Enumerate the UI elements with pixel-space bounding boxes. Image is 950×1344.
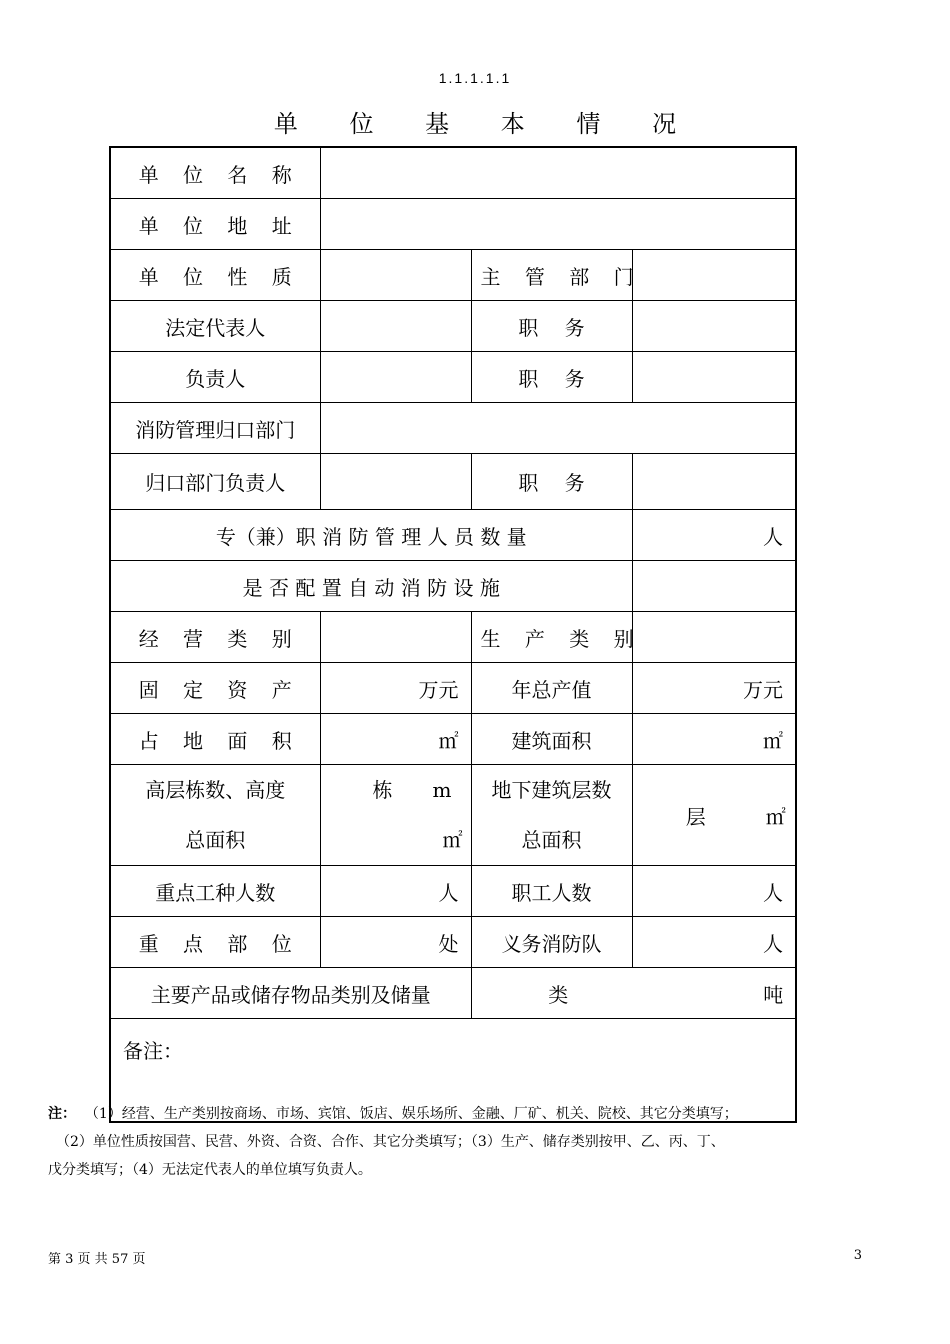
production-type-field[interactable] xyxy=(632,612,796,663)
underground-floor-unit: 层 xyxy=(685,804,706,829)
key-parts-label: 重 点 部 位 xyxy=(110,917,320,968)
page-number: 3 xyxy=(853,1248,862,1263)
key-work-staff-label: 重点工种人数 xyxy=(110,866,320,917)
key-work-staff-field[interactable]: 人 xyxy=(320,866,471,917)
supervisor-dept-label: 主 管 部 门 xyxy=(471,250,632,301)
heading-number: 1.1.1.1.1 xyxy=(438,70,512,86)
volunteer-team-field[interactable]: 人 xyxy=(632,917,796,968)
unit-nature-field[interactable] xyxy=(320,250,471,301)
unit-address-field[interactable] xyxy=(320,199,796,250)
annual-output-label: 年总产值 xyxy=(471,663,632,714)
underground-area-unit: ㎡ xyxy=(765,804,786,829)
underground-label-line2: 总面积 xyxy=(521,828,582,852)
table-row xyxy=(110,301,796,352)
notes-text-3: 戊分类填写；（4）无法定代表人的单位填写负责人。 xyxy=(48,1162,372,1178)
dept-head-position-label: 职 务 xyxy=(471,454,632,510)
fire-mgmt-dept-label: 消防管理归口部门 xyxy=(110,403,320,454)
person-in-charge-position-field[interactable] xyxy=(632,352,796,403)
unit-address-label: 单 位 地 址 xyxy=(110,199,320,250)
table-row xyxy=(110,917,796,968)
business-type-label: 经 营 类 别 xyxy=(110,612,320,663)
table-row xyxy=(110,199,796,250)
fire-staff-count-label: 专（兼）职 消 防 管 理 人 员 数 量 xyxy=(110,510,632,561)
table-row xyxy=(110,403,796,454)
table-row xyxy=(110,714,796,765)
person-in-charge-position-label: 职 务 xyxy=(471,352,632,403)
table-row xyxy=(110,561,796,612)
page-info: 第 3 页 共 57 页 xyxy=(48,1252,146,1267)
production-type-label: 生 产 类 别 xyxy=(471,612,632,663)
products-storage-field[interactable] xyxy=(471,968,796,1019)
table-row xyxy=(110,968,796,1019)
legal-rep-position-label: 职 务 xyxy=(471,301,632,352)
fire-mgmt-dept-field[interactable] xyxy=(320,403,796,454)
notes-text-1: （1）经营、生产类别按商场、市场、宾馆、饭店、娱乐场所、金融、厂矿、机关、院校、其它分类填写； xyxy=(84,1106,738,1122)
table-row xyxy=(110,866,796,917)
table-row xyxy=(110,510,796,561)
supervisor-dept-field[interactable] xyxy=(632,250,796,301)
auto-fire-facility-label: 是 否 配 置 自 动 消 防 设 施 xyxy=(110,561,632,612)
notes-section xyxy=(48,1100,878,1184)
table-row xyxy=(110,250,796,301)
table-row xyxy=(110,352,796,403)
dept-head-position-field[interactable] xyxy=(632,454,796,510)
table-row xyxy=(110,147,796,199)
table-row xyxy=(110,765,796,866)
employee-count-field[interactable]: 人 xyxy=(632,866,796,917)
auto-fire-facility-field[interactable] xyxy=(632,561,796,612)
unit-name-field[interactable] xyxy=(320,147,796,199)
page-title: 单 位 基 本 情 况 xyxy=(273,110,699,138)
person-in-charge-label: 负责人 xyxy=(110,352,320,403)
dept-head-label: 归口部门负责人 xyxy=(110,454,320,510)
products-storage-label: 主要产品或储存物品类别及储量 xyxy=(110,968,471,1019)
highrise-area-unit: ㎡ xyxy=(442,828,463,852)
volunteer-team-label: 义务消防队 xyxy=(471,917,632,968)
fixed-assets-field[interactable]: 万元 xyxy=(320,663,471,714)
annual-output-field[interactable]: 万元 xyxy=(632,663,796,714)
legal-rep-position-field[interactable] xyxy=(632,301,796,352)
building-area-label: 建筑面积 xyxy=(471,714,632,765)
employee-count-label: 职工人数 xyxy=(471,866,632,917)
highrise-label xyxy=(110,765,320,866)
table-row xyxy=(110,663,796,714)
underground-field[interactable] xyxy=(632,765,796,866)
unit-info-table xyxy=(109,146,797,1123)
business-type-field[interactable] xyxy=(320,612,471,663)
person-in-charge-field[interactable] xyxy=(320,352,471,403)
dept-head-field[interactable] xyxy=(320,454,471,510)
fixed-assets-label: 固 定 资 产 xyxy=(110,663,320,714)
notes-label: 注： xyxy=(48,1106,76,1122)
remarks-label: 备注： xyxy=(123,1039,183,1063)
fire-staff-count-field[interactable]: 人 xyxy=(632,510,796,561)
key-parts-field[interactable]: 处 xyxy=(320,917,471,968)
underground-label xyxy=(471,765,632,866)
notes-text-2: （2）单位性质按国营、民营、外资、合资、合作、其它分类填写；（3）生产、储存类别按甲、乙、丙、丁、 xyxy=(56,1134,725,1150)
land-area-field[interactable]: ㎡ xyxy=(320,714,471,765)
building-area-field[interactable]: ㎡ xyxy=(632,714,796,765)
table-row xyxy=(110,612,796,663)
legal-rep-label: 法定代表人 xyxy=(110,301,320,352)
legal-rep-field[interactable] xyxy=(320,301,471,352)
land-area-label: 占 地 面 积 xyxy=(110,714,320,765)
category-unit: 类 xyxy=(548,982,569,1007)
notes-line-1 xyxy=(48,1100,878,1128)
highrise-label-line1: 高层栋数、高度 xyxy=(145,778,286,802)
underground-label-line1: 地下建筑层数 xyxy=(491,778,612,802)
unit-nature-label: 单 位 性 质 xyxy=(110,250,320,301)
highrise-field[interactable] xyxy=(320,765,471,866)
highrise-count-unit: 栋 m xyxy=(372,778,452,802)
tonnage-unit: 吨 xyxy=(763,982,784,1007)
highrise-label-line2: 总面积 xyxy=(185,828,246,852)
table-row xyxy=(110,454,796,510)
unit-name-label: 单 位 名 称 xyxy=(110,147,320,199)
